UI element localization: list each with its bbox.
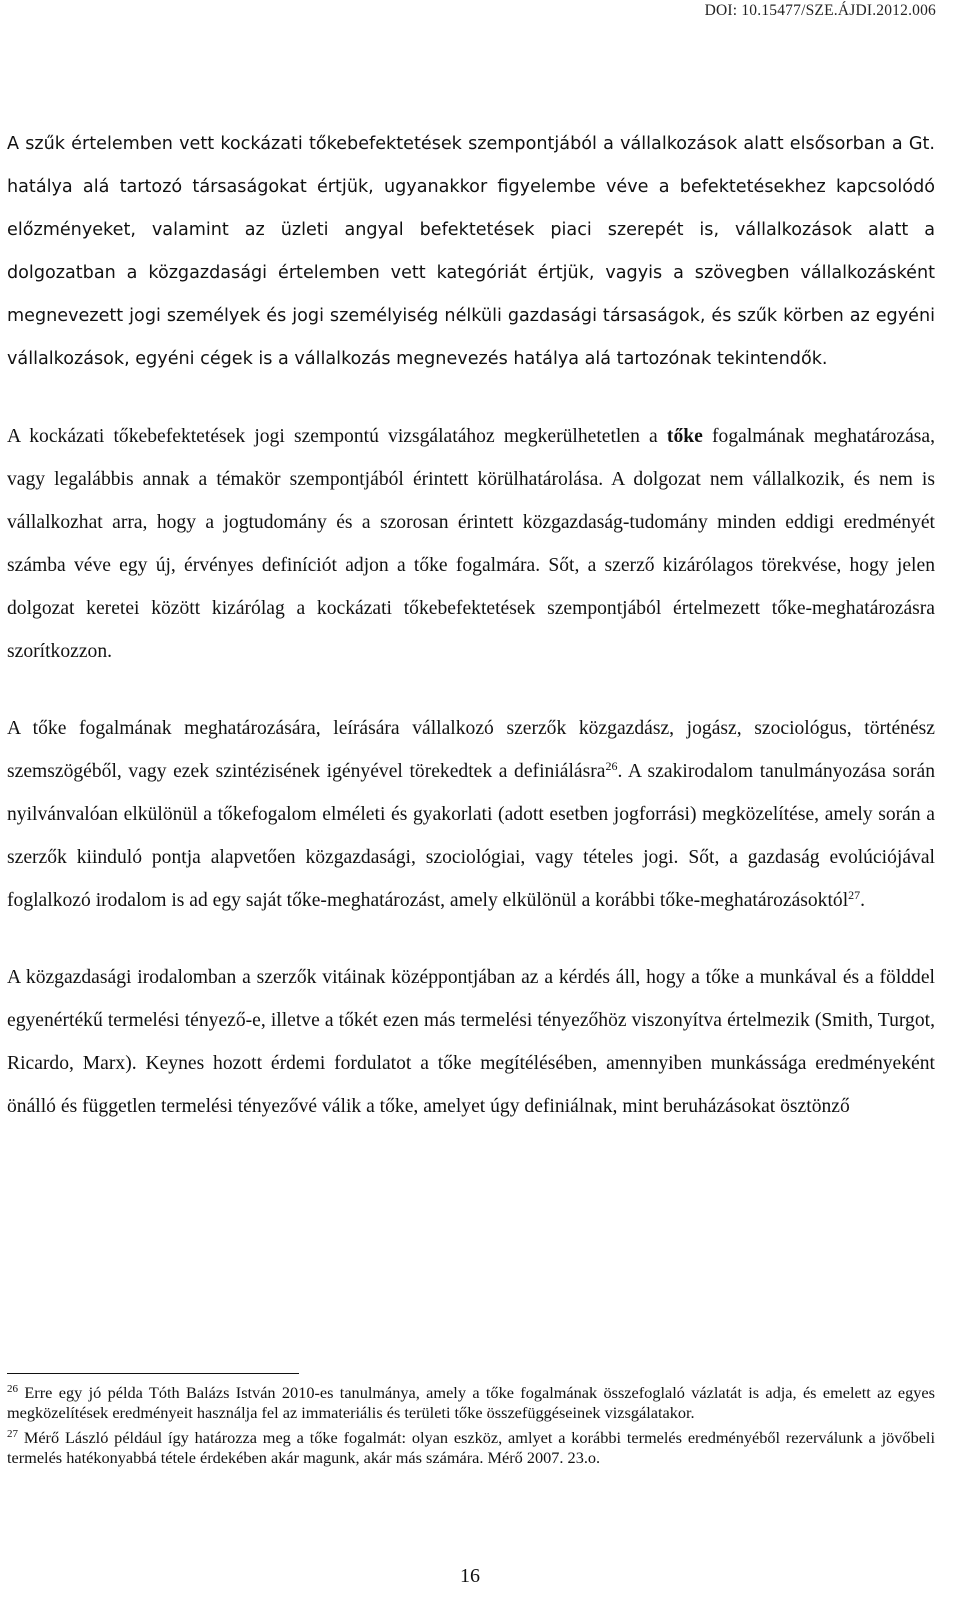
paragraph-3 (7, 707, 935, 922)
footnote-26 (7, 1383, 935, 1422)
paragraph-4: A közgazdasági irodalomban a szerzők vitáinak középpontjában az a kérdés áll, hogy a tőke a munkával és a földdel egyenértékű termelési tényező-e, illetve a tőkét ezen más termelési tényezőhöz viszonyítva értelmezik (Smith, Turgot, Ricardo, Marx). Keynes hozott érdemi fordulatot a tőke megítélésében, amennyiben munkássága eredményeként önálló és független termelési tényezővé válik a tőke, amelyet úgy definiálnak, mint beruházásokat ösztönző (7, 967, 935, 1117)
bold-term-toke: tőke (666, 426, 703, 447)
footnote-text: Mérő László például így határozza meg a tőke fogalmát: olyan eszköz, amlyet a korábbi termelés eredményéből rezerválunk a jövőbeli termelés hatékonyabbá tétele érdekében akár magunk, akár más számára. Mérő 2007. 23.o. (7, 1428, 935, 1467)
footnote-ref-26[interactable]: 26 (605, 759, 618, 773)
body-text (7, 123, 935, 1128)
paragraph-3-part-2: . A szakirodalom tanulmányozása során nyilvánvalóan elkülönül a tőkefogalom elméleti és gyakorlati (adott esetben jogforrási) megközelítése, amely során a szerzők kiinduló pontja alapvetően közgazdasági, szociológiai, vagy tételes jogi. Sőt, a gazdaság evolúciójával foglalkozó irodalom is ad egy saját tőke-meghatározást, amely elkülönül a korábbi tőke-meghatározásoktól (7, 761, 935, 911)
paragraph-1: A szűk értelemben vett kockázati tőkebefektetések szempontjából a vállalkozások alatt elsősorban a Gt. hatálya alá tartozó társaságokat értjük, ugyanakkor figyelembe véve a befektetésekhez kapcsolódó előzményeket, valamint az üzleti angyal befektetések piaci szerepét is, vállalkozások alatt a dolgozatban a közgazdasági értelemben vett kategóriát értjük, vagyis a szövegben vállalkozásként megnevezett jogi személyek és jogi személyiség nélküli gazdasági társaságok, és szűk körben az egyéni vállalkozások, egyéni cégek is a vállalkozás megnevezés hatálya alá tartozónak tekintendők. (7, 134, 935, 369)
footnote-number: 27 (7, 1428, 18, 1440)
paragraph-3-part-1: A tőke fogalmának meghatározására, leírására vállalkozó szerzők közgazdász, jogász, szociológus, történész szemszögéből, vagy ezek szintézisének igényével törekedtek a definiálásra (7, 718, 935, 782)
page-number: 16 (460, 1565, 480, 1587)
paragraph-2-intro: A kockázati tőkebefektetések jogi szempontú vizsgálatához megkerülhetetlen a (7, 426, 667, 447)
footnote-text: Erre egy jó példa Tóth Balázs István 2010-es tanulmánya, amely a tőke fogalmának összefoglaló vázlatát is adja, és emelett az egyes megközelítések eredményeit használja fel az immateriális és területi tőke összefüggéseinek vizsgálatakor. (7, 1383, 935, 1422)
footnote-divider (7, 1373, 299, 1374)
paragraph-2-rest: fogalmának meghatározása, vagy legalábbis annak a témakör szempontjából érintett körülhatárolása. A dolgozat nem vállalkozik, és nem is vállalkozhat arra, hogy a jogtudomány és a szorosan érintett közgazdaság-tudomány minden eddigi eredményét számba véve egy új, érvényes definíciót adjon a tőke fogalmára. Sőt, a szerző kizárólagos törekvése, hogy jelen dolgozat keretei között kizárólag a kockázati tőkebefektetések szempontjából értelmezett tőke-meghatározásra szorítkozzon. (7, 426, 935, 662)
footnote-ref-27[interactable]: 27 (848, 888, 861, 902)
footnote-27 (7, 1428, 935, 1467)
footnote-number: 26 (7, 1383, 18, 1395)
paragraph-3-part-3: . (860, 890, 866, 911)
footnotes (7, 1383, 935, 1473)
doi-header: DOI: 10.15477/SZE.ÁJDI.2012.006 (704, 2, 936, 19)
paragraph-2 (7, 415, 935, 673)
